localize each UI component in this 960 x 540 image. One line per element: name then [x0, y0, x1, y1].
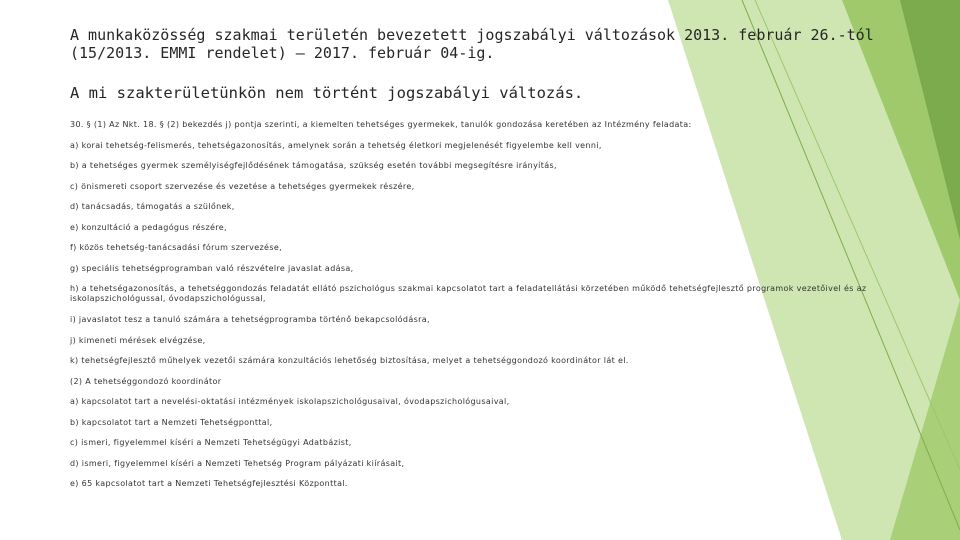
slide-title: A munkaközösség szakmai területén bevezetett jogszabályi változások 2013. február 26.-tól (15/2013. EMMI rendelet) – 2017. február 04-ig. [70, 26, 874, 62]
section-heading-coordinator: (2) A tehetséggondozó koordinátor [70, 376, 222, 386]
list-item-c: c) önismereti csoport szervezése és vezetése a tehetséges gyermekek részére, [70, 181, 415, 191]
paragraph-intro: 30. § (1) Az Nkt. 18. § (2) bekezdés j) pontja szerinti, a kiemelten tehetséges gyermekek, tanulók gondozása keretében az Intézmény feladata: [70, 120, 692, 129]
list-item-k: k) tehetségfejlesztő műhelyek vezetői számára konzultációs lehetőség biztosítása, melyet a tehetséggondozó koordinátor lát el. [70, 356, 629, 365]
coordinator-item-d: d) ismeri, figyelemmel kíséri a Nemzeti Tehetség Program pályázati kiírásait, [70, 458, 405, 468]
slide-subtitle: A mi szakterületünkön nem történt jogszabályi változás. [70, 84, 584, 102]
coordinator-item-a: a) kapcsolatot tart a nevelési-oktatási intézmények iskolapszichológusaival, óvodapszichológusaival, [70, 397, 510, 406]
list-item-g: g) speciális tehetségprogramban való részvételre javaslat adása, [70, 263, 354, 273]
coordinator-item-e: e) 65 kapcsolatot tart a Nemzeti Tehetségfejlesztési Központtal. [70, 479, 348, 488]
list-item-f: f) közös tehetség-tanácsadási fórum szervezése, [70, 243, 283, 252]
list-item-e: e) konzultáció a pedagógus részére, [70, 222, 227, 232]
list-item-a: a) korai tehetség-felismerés, tehetségazonosítás, amelynek során a tehetség életkori megjelenését figyelembe kell venni, [70, 140, 602, 150]
coordinator-item-b: b) kapcsolatot tart a Nemzeti Tehetségponttal, [70, 417, 273, 427]
list-item-j: j) kimeneti mérések elvégzése, [70, 335, 206, 345]
list-item-b: b) a tehetséges gyermek személyiségfejlődésének támogatása, szükség esetén további megsegítésre irányítás, [70, 161, 557, 170]
slide-content [70, 26, 890, 500]
list-item-d: d) tanácsadás, támogatás a szülőnek, [70, 202, 235, 211]
coordinator-item-c: c) ismeri, figyelemmel kíséri a Nemzeti Tehetségügyi Adatbázist, [70, 438, 352, 447]
list-item-i: i) javaslatot tesz a tanuló számára a tehetségprogramba történő bekapcsolódásra, [70, 315, 430, 324]
list-item-h: h) a tehetségazonosítás, a tehetséggondozás feladatát ellátó pszichológus szakmai kapcsolatot tart a feladatellátási körzetében működő tehetségfejlesztő programok vezetőivel és az iskolapszichológussal, óvodapszichológussal, [70, 284, 867, 303]
